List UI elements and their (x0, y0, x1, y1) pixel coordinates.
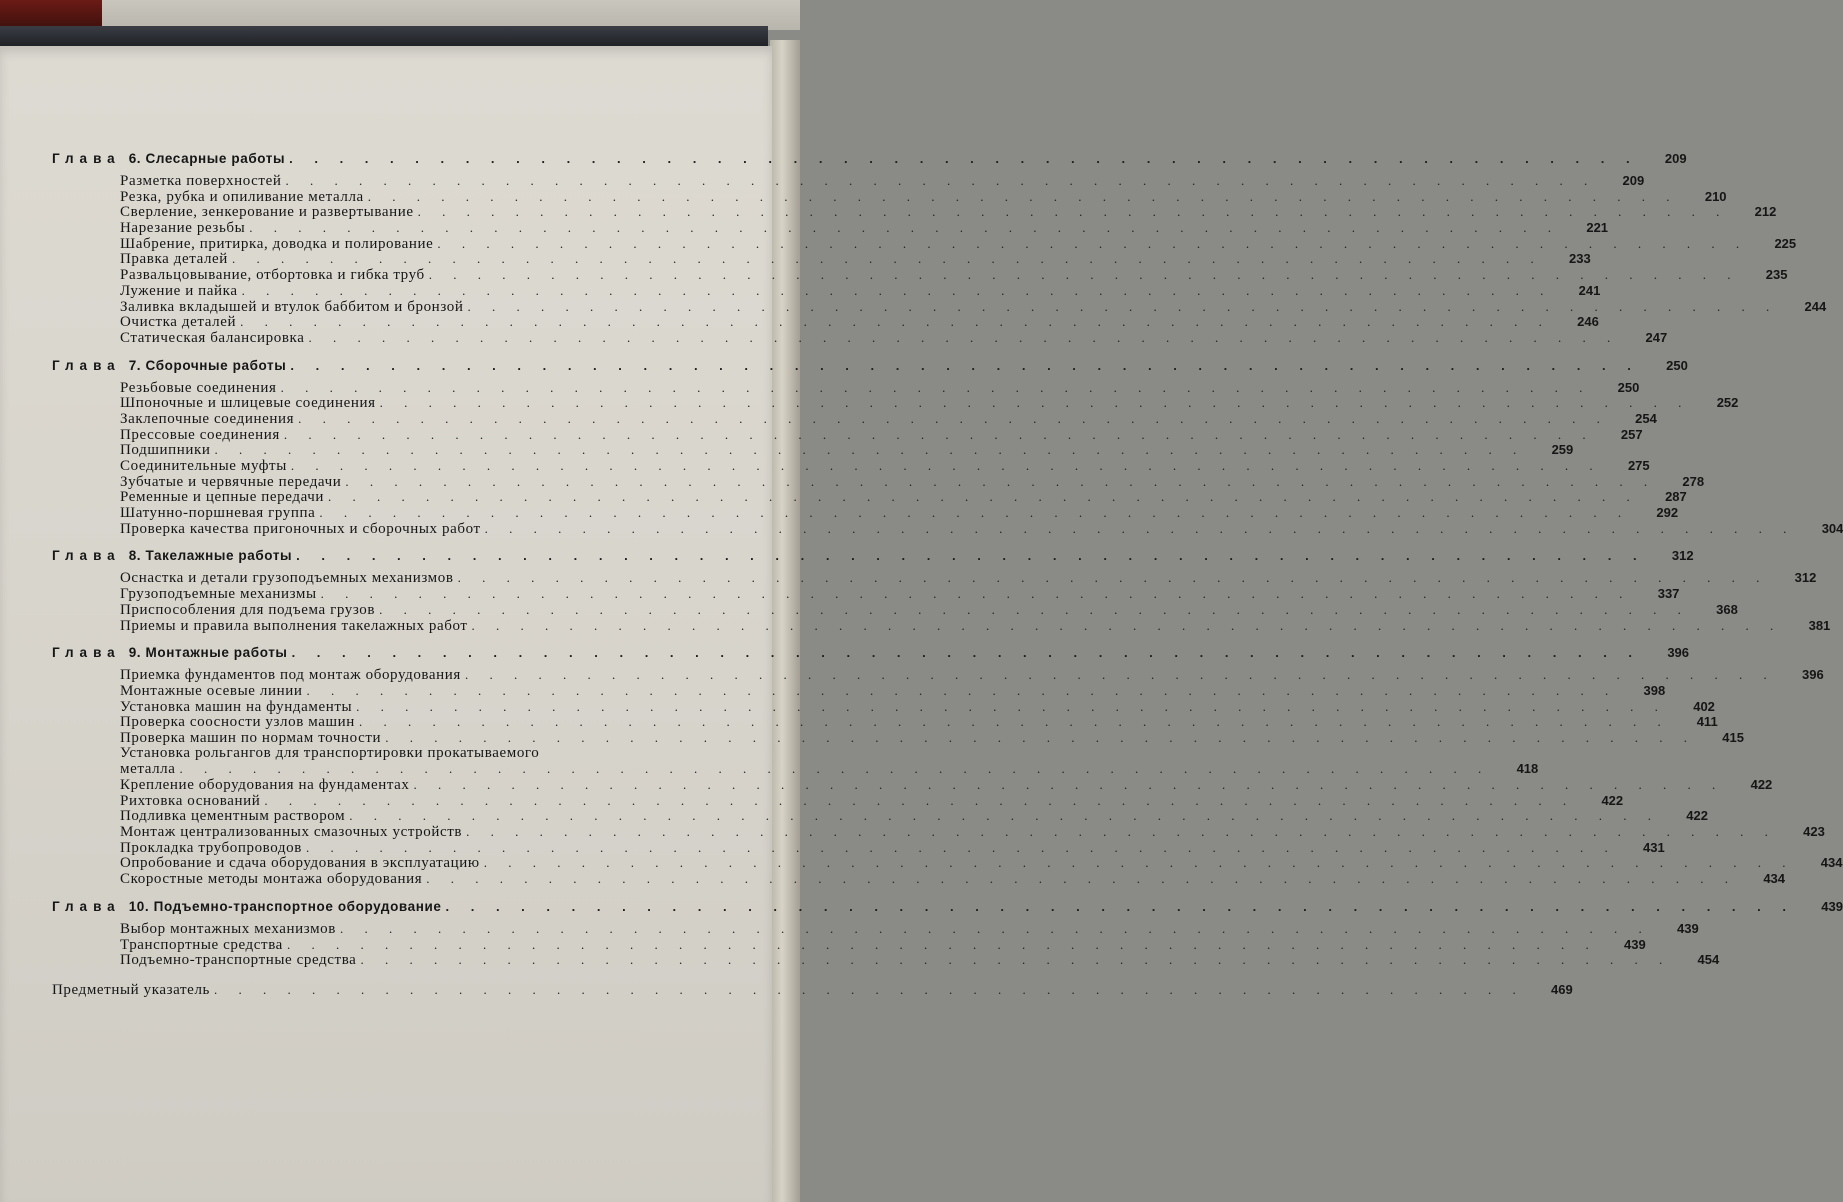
entry-page-number: 337 (1657, 586, 1680, 602)
entry-page-number: 422 (1686, 808, 1708, 824)
book-page (0, 46, 1843, 1202)
chapter-page-number: 312 (1671, 548, 1694, 564)
dot-leader: . . . . . . . . . . . . . . . . . . . . . . . . . . . . . . . . . . . . . . . . . . . . . . . . . . . . . . (471, 617, 1783, 633)
entry-page-number: 292 (1656, 505, 1679, 521)
entry-title: Заклепочные соединения (120, 410, 295, 427)
entry-page-number: 225 (1774, 235, 1797, 251)
dot-leader: . . . . . . . . . . . . . . . . . . . . . . . . . . . . . . . . . . . . . . . . . . . . . . . . . . . . . . (349, 808, 1660, 824)
entry-title: Опробование и сдача оборудования в эксплуатацию (120, 855, 480, 872)
entry-page-number: 368 (1716, 601, 1738, 617)
entry-title: металла (120, 761, 176, 778)
entry-title: Подливка цементным раствором (120, 808, 346, 825)
entry-page-number: 312 (1794, 570, 1817, 586)
chapter-word: Глава (52, 898, 121, 914)
chapter-heading (52, 356, 1688, 380)
dot-leader: . . . . . . . . . . . . . . . . . . . . . . . . . . . . . . . . . . . . . . . . . . . . . . . . . . . . . . (290, 458, 1602, 473)
dot-leader: . . . . . . . . . . . . . . . . . . . . . . . . . . . . . . . . . . . . . . . . . . . . . . . . . . . . . . (417, 204, 1729, 220)
chapter-name: Слесарные работы (145, 151, 286, 166)
toc-entry (52, 824, 1825, 841)
chapter-title (52, 149, 285, 169)
chapter-name: Подъемно-транспортное оборудование (153, 898, 442, 914)
toc-entry (52, 298, 1827, 315)
chapter-title (52, 897, 442, 917)
dot-leader: . . . . . . . . . . . . . . . . . . . . . . . . . . . . . . . . . . . . . . . . . . . . . . . . . . . . . . (457, 570, 1769, 586)
entry-page-number: 241 (1578, 282, 1601, 298)
dot-leader: . . . . . . . . . . . . . . . . . . . . . . . . . . . . . . . . . . . . . . . . . . . . . . . . . . . . . . (213, 981, 1525, 997)
entry-title: Проверка соосности узлов машин (120, 714, 355, 731)
entry-page-number: 439 (1677, 920, 1699, 936)
toc-entry (52, 251, 1591, 268)
dot-leader: . . . . . . . . . . . . . . . . . . . . . . . . . . . . . . . . . . . . . . . . . . . . . . . . . . . . . . (306, 682, 1618, 698)
book-cover-edge (0, 26, 768, 48)
chapter-word: Глава (52, 151, 121, 166)
chapter-name: Такелажные работы (145, 548, 293, 564)
entry-title: Ременные и цепные передачи (120, 489, 325, 506)
toc-entry (52, 808, 1708, 825)
dot-leader: . . . . . . . . . . . . . . . . . . . . . . . . . . . . . . . . . . . . . . . . . . . . . . . . . . . . . . (356, 698, 1667, 714)
chapter-page-number: 439 (1821, 898, 1843, 914)
adjacent-book-cover (0, 0, 102, 26)
dot-leader: . . . . . . . . . . . . . . . . . . . . . . . . . . . . . . . . . . . . . . . . . . . . . . . . . . . . . . (345, 473, 1657, 489)
dot-leader: . . . . . . . . . . . . . . . . . . . . . . . . . . . . . . . . . . . . . . . . . . . . . . . . . . . . . . (241, 282, 1553, 298)
entry-page-number: 244 (1804, 298, 1827, 314)
entry-title: Подшипники (120, 442, 211, 459)
toc-entry (52, 442, 1574, 459)
dot-leader: . . . . . . . . . . . . . . . . . . . . . . . . . . . . . . . . . . . . . . . . . . . . . . . . . . . . . . (179, 761, 1491, 777)
entry-title: Правка деталей (120, 251, 228, 268)
entry-page-number: 422 (1750, 777, 1773, 792)
toc-entry (52, 871, 1786, 888)
dot-leader: . . . . . . . . . . . . . . . . . . . . . . . . . . . . . . . . . . . . . . . . . . . . . . . . . . . . . . (214, 442, 1526, 458)
entry-page-number: 254 (1635, 410, 1657, 426)
chapter-word: Глава (52, 645, 121, 661)
entry-title: Подъемно-транспортные средства (120, 952, 357, 969)
toc-entry (52, 746, 768, 762)
entry-page-number: 209 (1622, 173, 1645, 188)
chapter-block (52, 897, 1843, 969)
toc-entry (52, 220, 1609, 237)
toc-entry (52, 777, 1773, 793)
dot-leader: . . . . . . . . . . . . . . . . . . . . . . . . . . . . . . . . . . . . . . . . . . . . . . . . . . . . . . (367, 188, 1679, 204)
chapter-heading (52, 149, 1687, 173)
entry-title: Проверка машин по нормам точности (120, 729, 382, 746)
toc-entry (52, 698, 1715, 715)
entry-title: Резка, рубка и опиливание металла (120, 188, 364, 205)
entry-page-number: 304 (1821, 520, 1843, 536)
toc-entry (52, 458, 1650, 474)
entry-page-number: 431 (1642, 839, 1665, 855)
entry-title: Приспособления для подъема грузов (120, 601, 376, 618)
entry-page-number: 257 (1620, 426, 1643, 442)
chapter-name: Сборочные работы (145, 357, 287, 373)
entry-page-number: 434 (1820, 855, 1843, 871)
entry-title: Развальцовывание, отбортовка и гибка труб (120, 267, 425, 284)
dot-leader: . . . . . . . . . . . . . . . . . . . . . . . . . . . . . . . . . . . . . . . . . . . . . . . . . . . . . . (280, 379, 1592, 395)
entry-title: Крепление оборудования на фундаментах (120, 777, 410, 793)
entry-title: Выбор монтажных механизмов (120, 920, 336, 937)
toc-entry (52, 792, 1624, 809)
entry-page-number: 418 (1516, 761, 1539, 777)
dot-leader: . . . . . . . . . . . . . . . . . . . . . . . . . . . . . . . . . . . . . . . . . . . . . . . . . . . . . . (240, 314, 1551, 330)
entry-page-number: 259 (1551, 442, 1574, 458)
chapter-number: 6. (128, 151, 142, 166)
dot-leader: . . . . . . . . . . . . . . . . . . . . . . . . . . . . . . . . . . . . . . . . . . . . . . . . . . . . . . (360, 952, 1672, 968)
chapter-heading (52, 546, 1694, 570)
toc-entry (52, 314, 1599, 331)
dot-leader: . . . . . . . . . . . . . . . . . . . . . . . . . . . . . . . . . . . . . . . . . . . . . . . . . . . . . . (231, 251, 1543, 267)
dot-leader: . . . . . . . . . . . . . . . . . . . . . . . . . . . . . . . . . . . . . . . . . . . . . . . . . . . . . . (379, 601, 1690, 617)
toc-entry (52, 855, 1843, 872)
entry-page-number: 398 (1643, 682, 1666, 698)
dot-leader: . . . . . . . . . . . . . . . . . . . . . . . . . . . . . . . . . . . . . . . . . . . . . . . . . . . . . . (413, 777, 1725, 792)
entry-title: Сверление, зенкерование и развертывание (120, 204, 414, 221)
dot-leader: . . . . . . . . . . . . . . . . . . . . . . . . . . . . . . . . . . . . . . . . . . . . . . . . . . . . . . (379, 395, 1691, 411)
chapter-number: 9. (128, 645, 142, 661)
toc-entry (52, 489, 1687, 506)
toc-entry (52, 936, 1646, 953)
dot-leader: . . . . . . . . . . . . . . . . . . . . . . . . . . . . . . . . . . . . . . . . . . . . . . . . . . . . . . (285, 173, 1597, 188)
dot-leader: . . . . . . . . . . . . . . . . . . . . . . . . . . . . . . . . . . . . . . . . . . . . . . . . . . . . . . (385, 729, 1696, 745)
dot-leader: . . . . . . . . . . . . . . . . . . . . . . . . . . . . . . . . . . . . . . . . . . . . . . . . . . . . . . (249, 220, 1561, 236)
toc-entry (52, 570, 1817, 587)
chapter-title (52, 643, 288, 663)
toc-entry (52, 204, 1777, 221)
toc-entry (52, 188, 1727, 205)
entry-title: Скоростные методы монтажа оборудования (120, 871, 423, 888)
toc-entry (52, 920, 1699, 937)
toc-entry (52, 329, 1668, 346)
toc-entry (52, 729, 1744, 746)
entry-title: Монтаж централизованных смазочных устройств (120, 824, 463, 841)
entry-page-number: 250 (1617, 379, 1640, 395)
dot-leader: . . . . . . . . . . . . . . . . . . . . . . . . . . . . . . . . . . . . . . . . . . . . . . . . . . . . . . (467, 298, 1779, 314)
toc-entry (52, 682, 1666, 699)
toc-entry (52, 761, 1539, 778)
entry-title: Оснастка и детали грузоподъемных механизмов (120, 570, 454, 587)
dot-leader: . . . . . . . . . . . . . . . . . . . . . . . . . . . . . . . . . . . . . . . . . . . . . . . . . . . . . . (308, 329, 1620, 345)
dot-leader: . . . . . . . . . . . . . . . . . . . . . . . . . . . . . . . . . . . . . . . . . . . . . . . . . . . . . . (437, 235, 1749, 251)
dot-leader: . . . . . . . . . . . . . . . . . . . . . . . . . . . . . . . . . . . . . . . . . . . . . . . . . . . . . . (296, 548, 1646, 564)
entry-page-number: 233 (1568, 251, 1591, 267)
toc-entry (52, 505, 1679, 522)
toc-entry (52, 173, 1645, 189)
entry-title: Рихтовка оснований (120, 792, 261, 809)
chapter-heading (52, 643, 1690, 667)
entry-title: Приемы и правила выполнения такелажных работ (120, 617, 468, 634)
dot-leader: . . . . . . . . . . . . . . . . . . . . . . . . . . . . . . . . . . . . . . . . . . . . . . . . . . . . . . (305, 839, 1617, 855)
entry-title: Шабрение, притирка, доводка и полирование (120, 235, 434, 252)
dot-leader: . . . . . . . . . . . . . . . . . . . . . . . . . . . . . . . . . . . . . . . . . . . . . . . . . . . . . . (464, 667, 1776, 683)
chapter-heading (52, 897, 1843, 921)
entry-title: Проверка качества пригоночных и сборочных работ (120, 520, 481, 537)
entry-title: Установка машин на фундаменты (120, 698, 353, 715)
toc-entry (52, 952, 1720, 969)
entry-title: Резьбовые соединения (120, 379, 277, 396)
entry-page-number: 411 (1696, 714, 1718, 730)
toc-entry (52, 617, 1831, 634)
index-title: Предметный указатель (52, 981, 210, 998)
chapter-word: Глава (52, 357, 121, 373)
chapter-block (52, 546, 1831, 634)
dot-leader: . . . . . . . . . . . . . . . . . . . . . . . . . . . . . . . . . . . . . . . . . . . . . . . . . . . . . . (428, 267, 1740, 283)
dot-leader: . . . . . . . . . . . . . . . . . . . . . . . . . . . . . . . . . . . . . . . . . . . . . . . . . . . . . . (483, 855, 1795, 871)
toc-entry (52, 395, 1739, 412)
entry-title: Грузоподъемные механизмы (120, 586, 317, 603)
dot-leader: . . . . . . . . . . . . . . . . . . . . . . . . . . . . . . . . . . . . . . . . . . . . . . . . . . . . . . (328, 489, 1639, 505)
toc-entry (52, 586, 1680, 603)
entry-page-number: 396 (1801, 667, 1824, 683)
entry-page-number: 278 (1682, 473, 1705, 489)
dot-leader: . . . . . . . . . . . . . . . . . . . . . . . . . . . . . . . . . . . . . . . . . . . . . . . . . . . . . . (484, 520, 1796, 536)
dot-leader: . . . . . . . . . . . . . . . . . . . . . . . . . . . . . . . . . . . . . . . . . . . . . . . . . . . . . . (286, 936, 1598, 952)
entry-page-number: 415 (1722, 729, 1744, 745)
entry-page-number: 381 (1808, 617, 1831, 633)
dot-leader: . . . . . . . . . . . . . . . . . . . . . . . . . . . . . . . . . . . . . . . . . . . . . . . . . . . . . . (289, 151, 1639, 166)
entry-page-number: 212 (1754, 204, 1777, 220)
dot-leader: . . . . . . . . . . . . . . . . . . . . . . . . . . . . . . . . . . . . . . . . . . . . . . . . . . . . . . (264, 792, 1576, 808)
chapter-name: Монтажные работы (145, 645, 288, 661)
entry-page-number: 439 (1623, 936, 1646, 952)
chapter-number: 7. (128, 357, 142, 373)
chapter-page-number: 209 (1664, 151, 1687, 166)
dot-leader: . . . . . . . . . . . . . . . . . . . . . . . . . . . . . . . . . . . . . . . . . . . . . . . . . . . . . . (445, 898, 1795, 914)
chapter-block (52, 356, 1843, 537)
dot-leader: . . . . . . . . . . . . . . . . . . . . . . . . . . . . . . . . . . . . . . . . . . . . . . . . . . . . . . (358, 714, 1670, 730)
entry-title: Лужение и пайка (120, 282, 238, 299)
chapter-page-number: 396 (1667, 645, 1690, 661)
entry-page-number: 247 (1645, 329, 1668, 345)
table-of-contents (52, 149, 1843, 998)
dot-leader: . . . . . . . . . . . . . . . . . . . . . . . . . . . . . . . . . . . . . . . . . . . . . . . . . . . . . . (426, 871, 1738, 887)
entry-page-number: 246 (1577, 314, 1599, 330)
toc-entry (52, 379, 1640, 396)
chapter-number: 10. (128, 898, 150, 914)
toc-entry (52, 714, 1718, 731)
entry-page-number: 252 (1716, 395, 1739, 411)
entry-title: Шатунно-поршневая группа (120, 505, 316, 522)
entry-title: Прокладка трубопроводов (120, 839, 302, 856)
toc-entry (52, 235, 1797, 252)
entry-page-number: 275 (1627, 458, 1650, 473)
dot-leader: . . . . . . . . . . . . . . . . . . . . . . . . . . . . . . . . . . . . . . . . . . . . . . . . . . . . . . (320, 586, 1632, 602)
dot-leader: . . . . . . . . . . . . . . . . . . . . . . . . . . . . . . . . . . . . . . . . . . . . . . . . . . . . . . (466, 824, 1777, 840)
entry-page-number: 434 (1763, 871, 1786, 887)
dot-leader: . . . . . . . . . . . . . . . . . . . . . . . . . . . . . . . . . . . . . . . . . . . . . . . . . . . . . . (319, 505, 1631, 521)
toc-entry (52, 839, 1665, 856)
entry-title: Монтажные осевые линии (120, 682, 303, 699)
chapter-title (52, 546, 292, 566)
entry-page-number: 402 (1693, 698, 1715, 714)
toc-entry (52, 667, 1824, 684)
entry-page-number: 210 (1704, 188, 1727, 204)
entry-title: Статическая балансировка (120, 329, 305, 346)
toc-entry (52, 267, 1788, 284)
entry-page-number: 221 (1586, 220, 1609, 236)
entry-title: Шпоночные и шлицевые соединения (120, 395, 376, 412)
index-page-number: 469 (1551, 981, 1573, 997)
dot-leader: . . . . . . . . . . . . . . . . . . . . . . . . . . . . . . . . . . . . . . . . . . . . . . . . . . . . . . (339, 920, 1651, 936)
toc-entry (52, 426, 1643, 443)
subject-index-entry (52, 981, 1573, 998)
chapter-page-number: 250 (1666, 357, 1688, 373)
toc-entry (52, 282, 1601, 299)
chapter-word: Глава (52, 548, 121, 564)
toc-entry (52, 601, 1738, 618)
chapter-title (52, 356, 286, 376)
toc-entry (52, 473, 1705, 490)
entry-title: Заливка вкладышей и втулок баббитом и бронзой (120, 298, 464, 315)
entry-page-number: 423 (1803, 824, 1825, 840)
entry-title: Очистка деталей (120, 314, 237, 331)
entry-title: Зубчатые и червячные передачи (120, 473, 342, 490)
entry-page-number: 287 (1665, 489, 1687, 505)
chapter-number: 8. (128, 548, 142, 564)
toc-entry (52, 410, 1657, 427)
entry-page-number: 422 (1601, 792, 1624, 808)
dot-leader: . . . . . . . . . . . . . . . . . . . . . . . . . . . . . . . . . . . . . . . . . . . . . . . . . . . . . . (291, 645, 1642, 661)
entry-title: Транспортные средства (120, 936, 283, 953)
entry-title: Нарезание резьбы (120, 220, 246, 237)
entry-title: Прессовые соединения (120, 426, 280, 443)
entry-title: Приемка фундаментов под монтаж оборудования (120, 667, 461, 684)
dot-leader: . . . . . . . . . . . . . . . . . . . . . . . . . . . . . . . . . . . . . . . . . . . . . . . . . . . . . . (283, 426, 1595, 442)
entry-title: Установка рольгангов для транспортировки прокатываемого (120, 744, 540, 761)
chapter-block (52, 643, 1843, 888)
toc-entry (52, 520, 1843, 537)
entry-page-number: 454 (1697, 952, 1720, 968)
dot-leader: . . . . . . . . . . . . . . . . . . . . . . . . . . . . . . . . . . . . . . . . . . . . . . . . . . . . . . (290, 357, 1640, 373)
entry-page-number: 235 (1765, 267, 1788, 283)
entry-title: Разметка поверхностей (120, 173, 282, 189)
entry-title: Соединительные муфты (120, 458, 287, 474)
chapter-block (52, 149, 1827, 346)
dot-leader: . . . . . . . . . . . . . . . . . . . . . . . . . . . . . . . . . . . . . . . . . . . . . . . . . . . . . . (298, 410, 1609, 426)
